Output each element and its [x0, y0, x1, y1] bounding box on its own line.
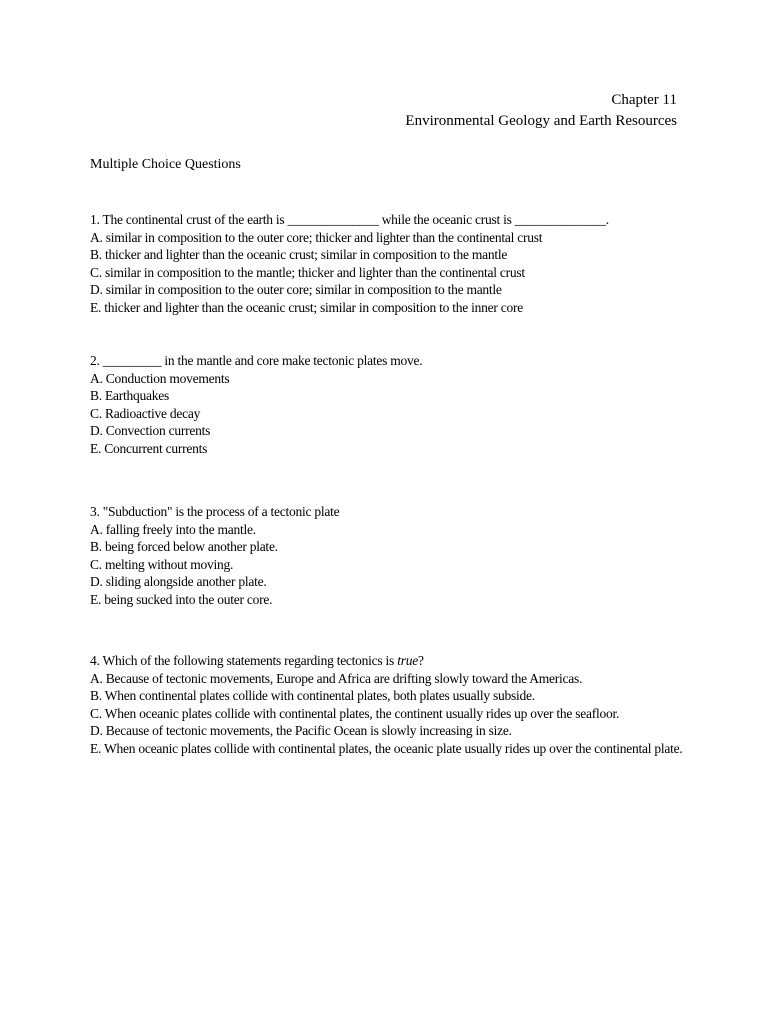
question-4-stem-emphasis: true	[397, 653, 418, 668]
question-4-option-e: E. When oceanic plates collide with continental plates, the oceanic plate usually rides up over the continental plate.	[90, 740, 683, 756]
question-3-option-d: D. sliding alongside another plate.	[90, 574, 267, 589]
question-1-option-b: B. thicker and lighter than the oceanic crust; similar in composition to the mantle	[90, 247, 508, 262]
question-1-option-a: A. similar in composition to the outer core; thicker and lighter than the continental crust	[90, 229, 543, 245]
chapter-number: Chapter 11	[611, 92, 677, 108]
question-4-stem-text: 4. Which of the following statements regarding tectonics is	[90, 653, 398, 668]
question-3	[90, 503, 690, 608]
question-4	[90, 652, 690, 757]
question-1	[90, 211, 690, 316]
question-2-option-d: D. Convection currents	[90, 423, 211, 438]
question-2-option-e: E. Concurrent currents	[90, 440, 208, 456]
question-3-option-a: A. falling freely into the mantle.	[90, 521, 256, 537]
question-3-option-c: C. melting without moving.	[90, 556, 234, 572]
question-4-option-c: C. When oceanic plates collide with continental plates, the continent usually rides up over the seafloor.	[90, 705, 620, 721]
question-3-option-b: B. being forced below another plate.	[90, 539, 278, 554]
question-1-stem: 1. The continental crust of the earth is ______________ while the oceanic crust is ______________.	[90, 212, 609, 227]
section-title: Multiple Choice Questions	[90, 157, 241, 172]
question-2-option-a: A. Conduction movements	[90, 370, 230, 386]
question-4-option-a: A. Because of tectonic movements, Europe and Africa are drifting slowly toward the Americas.	[90, 670, 583, 686]
question-1-option-e: E. thicker and lighter than the oceanic crust; similar in composition to the inner core	[90, 299, 523, 315]
question-3-option-e: E. being sucked into the outer core.	[90, 591, 273, 607]
question-2-stem: 2. _________ in the mantle and core make tectonic plates move.	[90, 353, 423, 368]
question-2-option-c: C. Radioactive decay	[90, 405, 201, 421]
question-4-option-d: D. Because of tectonic movements, the Pacific Ocean is slowly increasing in size.	[90, 723, 512, 738]
question-2-option-b: B. Earthquakes	[90, 388, 169, 403]
question-4-stem	[90, 652, 690, 670]
question-1-option-d: D. similar in composition to the outer core; similar in composition to the mantle	[90, 282, 502, 297]
chapter-title: Environmental Geology and Earth Resources	[405, 113, 677, 129]
question-1-option-c: C. similar in composition to the mantle; thicker and lighter than the continental crust	[90, 264, 525, 280]
question-4-stem-end: ?	[417, 653, 424, 668]
chapter-header	[405, 90, 677, 132]
question-4-option-b: B. When continental plates collide with continental plates, both plates usually subside.	[90, 688, 535, 703]
question-3-stem: 3. "Subduction" is the process of a tectonic plate	[90, 504, 340, 519]
question-2	[90, 352, 690, 457]
